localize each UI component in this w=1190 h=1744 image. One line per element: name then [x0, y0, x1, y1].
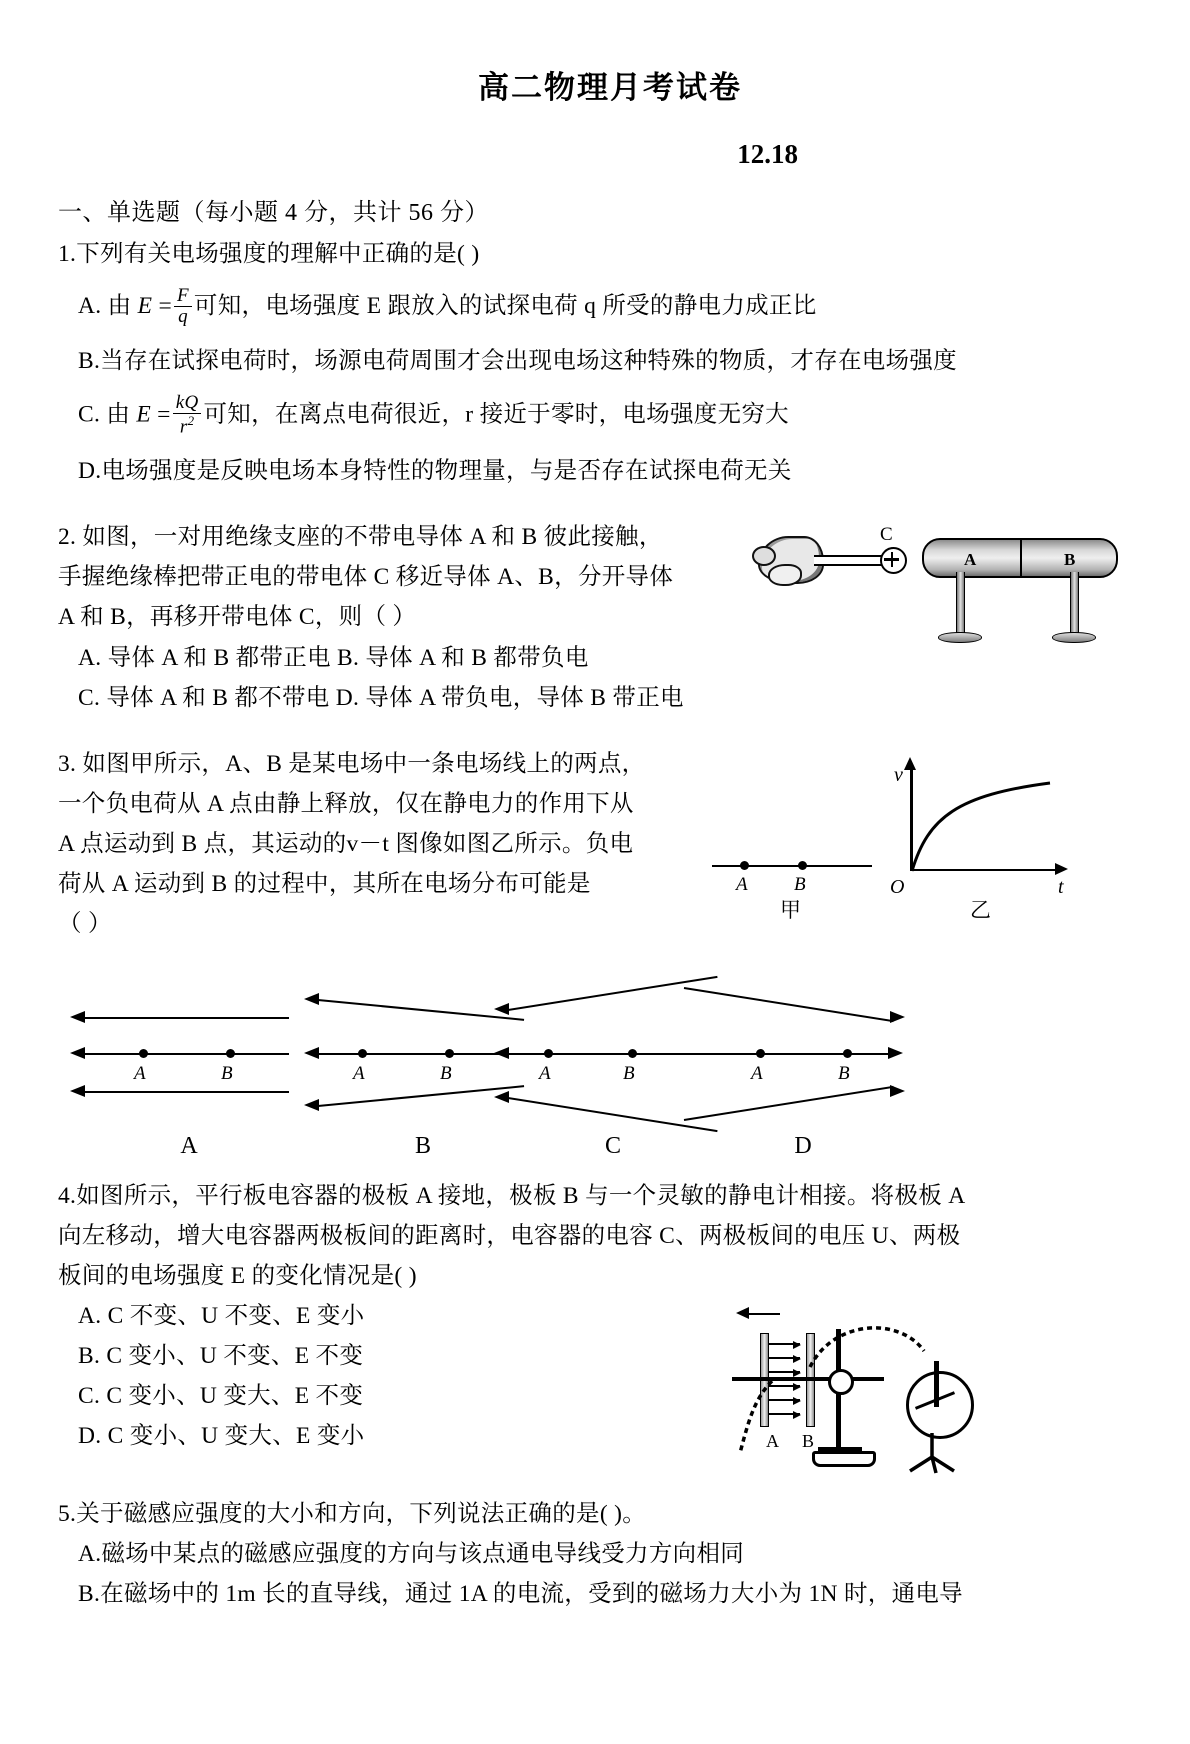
question-4-stem-line-2: 向左移动，增大电容器两极板间的距离时，电容器的电容 C、两极板间的电压 U、两极 [58, 1223, 961, 1249]
question-1-stem: 1.下列有关电场强度的理解中正确的是( ) [58, 240, 480, 267]
point-a-label: A [736, 873, 748, 895]
arrow-left-3 [70, 1085, 85, 1097]
question-4-options [58, 1295, 718, 1455]
question-4-stem [58, 1177, 1132, 1295]
question-5-option-a: A.磁场中某点的磁感应强度的方向与该点通电导线受力方向相同 [78, 1541, 745, 1568]
figure-yi-caption: 乙 [970, 897, 991, 922]
point-b-dot [445, 1049, 454, 1058]
question-5-stem: 5.关于磁感应强度的大小和方向，下列说法正确的是( )。 [58, 1501, 647, 1528]
point-b-label: B [838, 1062, 850, 1084]
question-3-stem-line-5: （ ） [58, 910, 112, 937]
point-a-dot [740, 861, 749, 870]
fraction-f-over-q [174, 286, 192, 327]
field-option-a-label: A [180, 1132, 198, 1159]
conductor-bar [922, 538, 1118, 578]
charge-c-label: C [880, 524, 893, 546]
point-b-label: B [794, 873, 806, 895]
question-5 [58, 1495, 1132, 1613]
option-c-formula-lead: E [136, 401, 151, 428]
question-1-option-a [58, 287, 1132, 328]
field-line-1 [684, 987, 894, 1022]
arrow-right-3 [890, 1085, 905, 1097]
vt-curve [908, 767, 1058, 875]
point-b-dot [843, 1049, 852, 1058]
conductor-b-label: B [1064, 550, 1076, 570]
charged-ball-c-icon [880, 547, 907, 574]
plate-b-label: B [802, 1431, 815, 1452]
ground-wire-left [728, 1377, 778, 1461]
question-1 [58, 235, 1132, 490]
option-a-label: A. 由 [78, 292, 132, 319]
arrow-left-1 [70, 1011, 85, 1023]
question-4-option-b: B. C 变小、U 不变、E 不变 [78, 1343, 364, 1370]
field-line-2 [768, 1357, 800, 1359]
question-4-option-a: A. C 不变、U 不变、E 变小 [78, 1303, 365, 1330]
option-a-formula-lead: E [137, 292, 153, 319]
option-a-text: 可知，电场强度 E 跟放入的试探电荷 q 所受的静电力成正比 [193, 292, 817, 319]
arrow-left-1 [304, 993, 319, 1005]
question-3-stem-line-4: 荷从 A 运动到 B 的过程中，其所在电场分布可能是 [58, 870, 591, 897]
point-a-dot [544, 1049, 553, 1058]
question-2-options-row-2: C. 导体 A 和 B 都不带电 D. 导体 A 带负电，导体 B 带正电 [78, 684, 684, 711]
question-4 [58, 1177, 1132, 1479]
question-2 [58, 516, 1132, 716]
fraction-numerator: kQ [175, 392, 199, 414]
option-c-equals: = [157, 401, 171, 428]
insulating-rod [814, 555, 884, 566]
option-a-equals: = [158, 292, 173, 319]
figure-jia-caption: 甲 [780, 897, 801, 922]
arrow-left-3 [494, 1091, 509, 1103]
point-a-label: A [134, 1062, 146, 1084]
question-2-stem-line-2: 手握绝缘棒把带正电的带电体 C 移近导体 A、B，分开导体 [58, 564, 674, 591]
insulating-stand-left [956, 572, 965, 634]
figure-capacitor-electrometer [718, 1299, 1098, 1479]
point-a-label: A [751, 1062, 763, 1084]
arrow-shaft [746, 1313, 780, 1315]
option-c-text: 可知，在离点电荷很近，r 接近于零时，电场强度无穷大 [203, 401, 789, 428]
field-option-a[interactable] [64, 959, 314, 1159]
option-b-text: B.当存在试探电荷时，场源电荷周围才会出现电场这种特殊的物质，才存在电场强度 [78, 347, 957, 374]
field-line-1 [84, 1017, 289, 1019]
plate-a-label: A [766, 1431, 779, 1452]
point-a-dot [756, 1049, 765, 1058]
field-line-1 [768, 1343, 800, 1345]
field-line-jia [712, 865, 872, 867]
point-a-label: A [539, 1062, 551, 1084]
question-1-option-b [58, 342, 1132, 380]
question-3-stem-line-1: 3. 如图甲所示，A、B 是某电场中一条电场线上的两点， [58, 750, 646, 777]
insulating-stand-right [1070, 572, 1079, 634]
question-4-stem-line-3: 板间的电场强度 E 的变化情况是( ) [58, 1263, 417, 1290]
electrometer-tripod [896, 1431, 976, 1475]
arrow-left-1 [494, 1003, 509, 1015]
field-line-3 [768, 1371, 800, 1373]
post-base [812, 1451, 876, 1467]
field-line-3 [684, 1086, 894, 1121]
arrow-right-2 [888, 1047, 903, 1059]
field-option-b-label: B [414, 1132, 431, 1159]
question-3-text [58, 743, 698, 943]
field-line-options [58, 959, 1132, 1159]
option-c-label: C. 由 [78, 401, 131, 428]
point-a-dot [358, 1049, 367, 1058]
point-b-label: B [440, 1062, 452, 1084]
question-2-stem-line-3: A 和 B，再移开带电体 C，则（ ） [58, 604, 417, 631]
exam-content [0, 194, 1190, 1613]
exam-date: 12.18 [737, 139, 798, 169]
field-option-c-label: C [604, 1132, 621, 1159]
stand-base-right [1052, 632, 1096, 643]
question-4-option-c: C. C 变小、U 变大、E 不变 [78, 1383, 364, 1410]
question-4-option-d: D. C 变小、U 变大、E 变小 [78, 1423, 365, 1450]
question-5-option-b: B.在磁场中的 1m 长的直导线，通过 1A 的电流，受到的磁场力大小为 1N 时，通电导 [78, 1581, 963, 1608]
figure-q3-group [698, 753, 1078, 921]
field-line-2 [84, 1053, 289, 1055]
vt-y-axis-label: v [894, 763, 903, 786]
question-2-text [58, 516, 748, 716]
arrow-right-1 [890, 1011, 905, 1023]
point-b-dot [226, 1049, 235, 1058]
field-option-d[interactable] [678, 959, 928, 1159]
question-3 [58, 743, 1132, 1159]
option-d-text: D.电场强度是反映电场本身特性的物理量，与是否存在试探电荷无关 [78, 458, 792, 485]
figure-charged-body-conductors [752, 522, 1132, 672]
page-title: 高二物理月考试卷 [478, 70, 742, 105]
conductor-a-label: A [964, 550, 977, 570]
arrow-left-3 [304, 1099, 319, 1111]
stand-base-left [938, 632, 982, 643]
field-line-2 [684, 1053, 891, 1055]
point-b-label: B [221, 1062, 233, 1084]
arrow-left-2 [494, 1047, 509, 1059]
section-heading: 一、单选题（每小题 4 分，共计 56 分） [58, 200, 489, 226]
arrow-left-2 [304, 1047, 319, 1059]
question-2-stem-line-1: 2. 如图，一对用绝缘支座的不带电导体 A 和 B 彼此接触， [58, 524, 663, 551]
vt-x-axis-label: t [1058, 875, 1064, 898]
question-3-stem-line-3: A 点运动到 B 点，其运动的v－t 图像如图乙所示。负电 [58, 830, 634, 857]
point-b-dot [798, 861, 807, 870]
fraction-denominator: q [174, 306, 192, 327]
point-b-label: B [623, 1062, 635, 1084]
vt-origin-label: O [890, 875, 905, 898]
field-option-d-label: D [794, 1132, 812, 1159]
question-1-option-d [58, 452, 1132, 490]
point-b-dot [628, 1049, 637, 1058]
question-4-stem-line-1: 4.如图所示，平行板电容器的极板 A 接地，极板 B 与一个灵敏的静电计相接。将极板 A [58, 1182, 966, 1209]
question-2-options-row-1: A. 导体 A 和 B 都带正电 B. 导体 A 和 B 都带负电 [78, 644, 589, 671]
fraction-kq-over-r2 [173, 393, 202, 437]
point-a-dot [139, 1049, 148, 1058]
arrow-left-2 [70, 1047, 85, 1059]
fraction-numerator: F [177, 285, 189, 307]
fraction-denominator [173, 413, 202, 437]
question-1-option-c [58, 394, 1132, 438]
denominator-exponent: 2 [187, 412, 195, 428]
denominator-base: r [179, 416, 188, 438]
exam-page [0, 62, 1190, 1744]
question-3-stem-line-2: 一个负电荷从 A 点由静上释放，仅在静电力的作用下从 [58, 790, 634, 817]
field-line-3 [84, 1091, 289, 1093]
point-a-label: A [353, 1062, 365, 1084]
conductor-divider [1020, 540, 1022, 576]
